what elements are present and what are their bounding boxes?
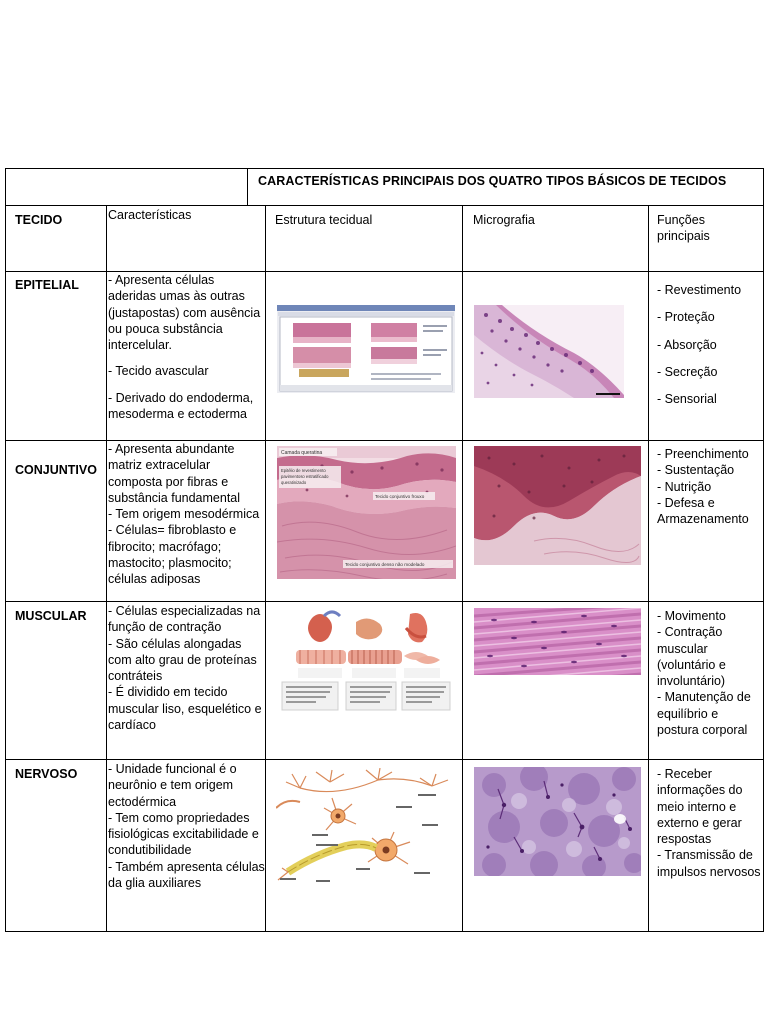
functions-epitelial	[657, 277, 761, 413]
characteristic-item: - Tecido avascular	[108, 364, 209, 379]
characteristic-item: - Células especializadas na função de contração	[108, 604, 261, 635]
nervoso-micrograph	[474, 767, 641, 876]
characteristic-item: - Células= fibroblasto e fibrocito; macrófago; mastocito; plasmocito; células adiposas	[108, 523, 237, 587]
conjuntivo-micrograph	[474, 446, 641, 565]
function-item: - Preenchimento	[657, 447, 749, 461]
function-item: - Proteção	[657, 310, 715, 325]
nervoso-structure-figure	[276, 768, 456, 888]
table-border-left	[5, 168, 6, 932]
characteristic-item: - Tem como propriedades fisiológicas excitabilidade e condutibilidade	[108, 810, 259, 858]
characteristic-item: - É dividido em tecido muscular liso, esquelético e cardíaco	[108, 685, 262, 733]
characteristic-item: - Apresenta células aderidas umas às outras (justapostas) com ausência ou pouca substância intercelular.	[108, 273, 261, 353]
muscular-micrograph	[474, 608, 641, 675]
figure-label: Tecido conjuntivo frouxo	[375, 494, 425, 499]
function-item: - Secreção	[657, 364, 718, 379]
characteristic-item: - Apresenta abundante matriz extracelular composta por fibras e substância fundamental	[108, 442, 241, 505]
function-item: - Defesa e Armazenamento	[657, 495, 749, 527]
header-micrografia: Micrografia	[473, 213, 535, 227]
tissue-name-nervoso: NERVOSO	[15, 767, 78, 781]
characteristic-item: - Também apresenta células da glia auxiliares	[108, 859, 265, 891]
title-divider	[247, 168, 248, 206]
figure-label: Tecido conjuntivo denso não modelado	[345, 562, 425, 567]
function-item: - Transmissão de impulsos nervosos	[657, 848, 761, 879]
conjuntivo-structure-figure	[277, 446, 456, 579]
functions-muscular	[657, 608, 761, 738]
header-caracteristicas: Características	[108, 208, 192, 222]
function-item: - Manutenção de equilíbrio e postura corporal	[657, 690, 751, 738]
column-divider	[462, 205, 463, 932]
characteristics-epitelial	[108, 272, 263, 422]
figure-label: Epitélio de revestimento pavimentoso estratificado queratinizado	[281, 468, 329, 485]
characteristics-muscular	[108, 603, 265, 733]
functions-conjuntivo	[657, 446, 761, 527]
table-title: CARACTERÍSTICAS PRINCIPAIS DOS QUATRO TIPOS BÁSICOS DE TECIDOS	[258, 174, 727, 188]
function-item: - Movimento	[657, 609, 726, 623]
muscular-structure-figure	[276, 608, 456, 714]
figure-label: Camada queratina	[281, 450, 323, 456]
characteristic-item: - Tem origem mesodérmica	[108, 507, 260, 522]
function-item: - Nutrição	[657, 479, 712, 494]
epitelial-micrograph	[474, 305, 624, 398]
function-item: - Absorção	[657, 337, 717, 352]
tissue-name-muscular: MUSCULAR	[15, 609, 87, 623]
table-border-right	[763, 168, 764, 932]
function-item: - Sustentação	[657, 463, 735, 478]
characteristic-item: - São células alongadas com alto grau de proteínas contráteis	[108, 636, 257, 684]
functions-nervoso	[657, 766, 761, 880]
table-row-divider	[5, 601, 764, 602]
characteristic-item: - Derivado do endoderma, mesoderma e ectoderma	[108, 390, 254, 422]
tissue-name-epitelial: EPITELIAL	[15, 278, 79, 292]
tissue-name-conjuntivo: CONJUNTIVO	[15, 463, 97, 477]
column-divider	[265, 205, 266, 932]
epitelial-structure-figure	[277, 305, 455, 393]
header-estrutura: Estrutura tecidual	[275, 213, 373, 227]
column-divider	[106, 205, 107, 932]
table-row-divider	[5, 205, 764, 206]
function-item: - Contração muscular (voluntário e involuntário)	[657, 625, 726, 689]
characteristics-nervoso	[108, 761, 265, 891]
header-funcoes: Funções principais	[657, 213, 710, 243]
characteristics-conjuntivo	[108, 441, 265, 588]
table-border-top	[5, 168, 764, 169]
characteristic-item: - Unidade funcional é o neurônio e tem origem ectodérmica	[108, 762, 237, 809]
function-item: - Revestimento	[657, 283, 742, 297]
function-item: - Receber informações do meio interno e externo e gerar respostas	[657, 767, 743, 847]
header-tecido: TECIDO	[15, 213, 63, 227]
column-divider	[648, 205, 649, 932]
table-border-bottom	[5, 931, 764, 932]
function-item: - Sensorial	[657, 392, 717, 407]
table-row-divider	[5, 759, 764, 760]
